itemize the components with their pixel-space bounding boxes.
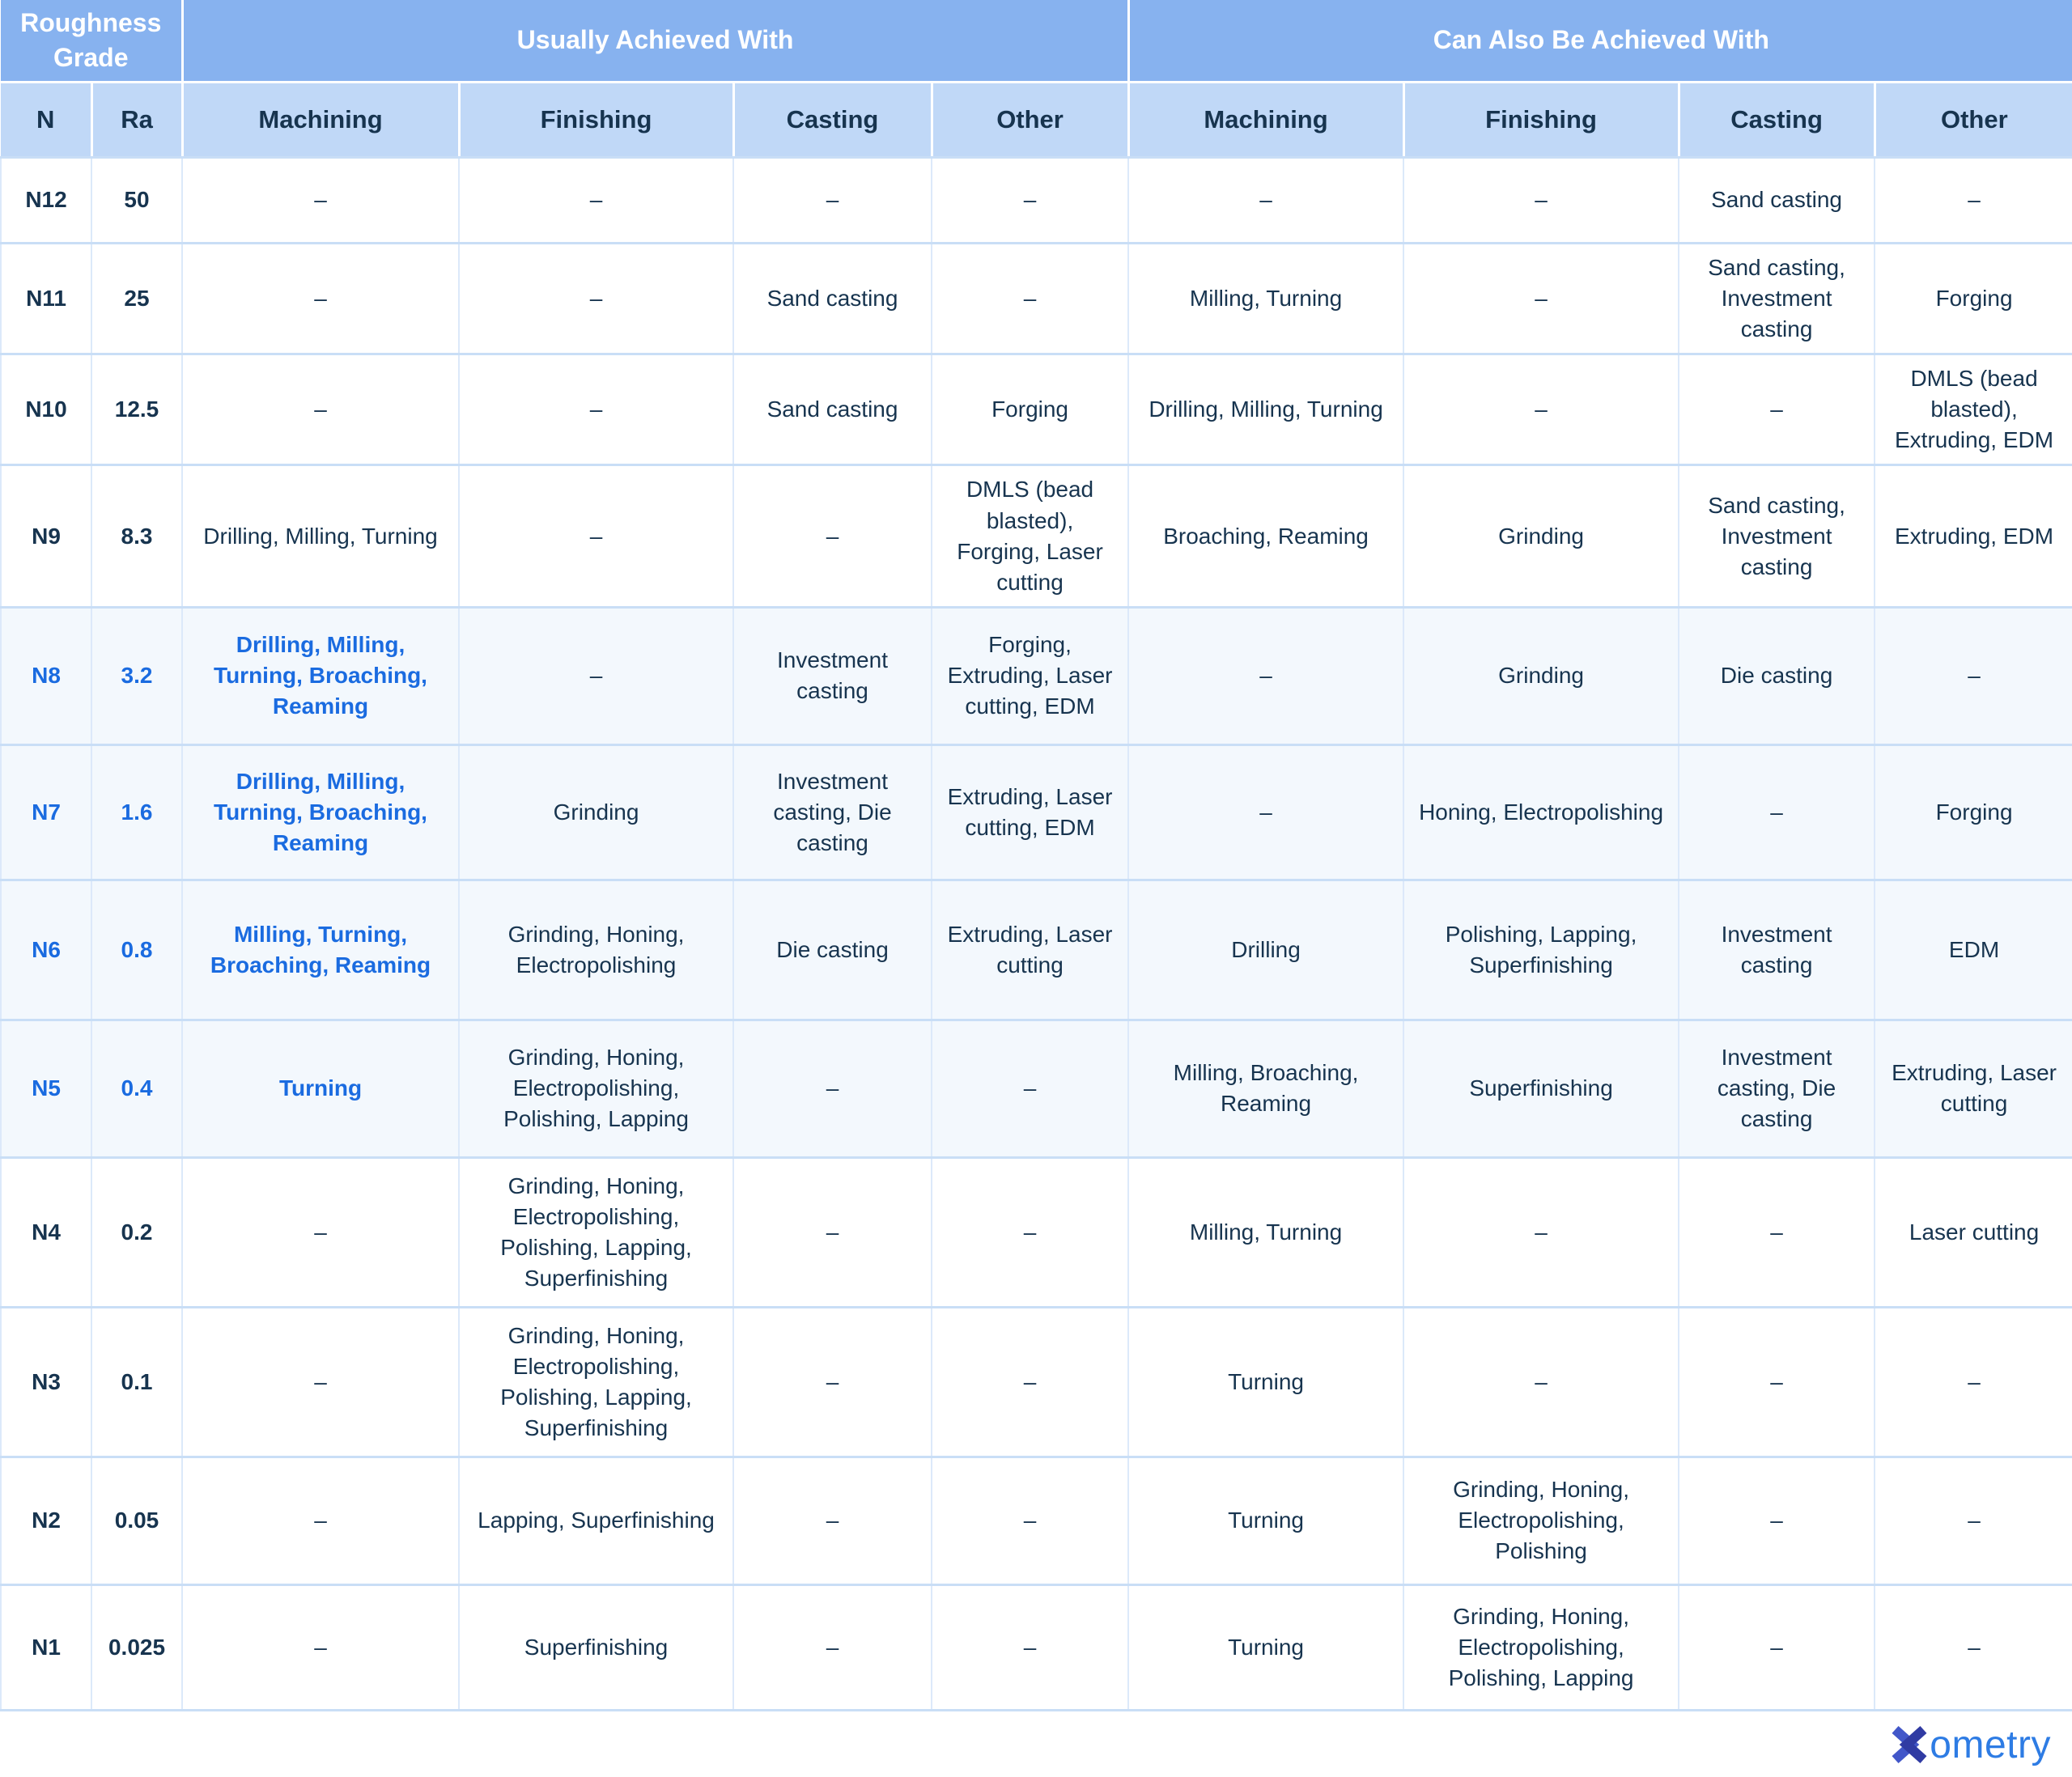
column-header-usually-achieved: Usually Achieved With — [182, 0, 1128, 83]
xometry-logo-text: ometry — [1930, 1723, 2051, 1766]
table-cell: – — [459, 158, 733, 244]
table-cell: DMLS (bead blasted), Forging, Laser cutting — [932, 465, 1128, 607]
table-cell: – — [182, 1307, 459, 1457]
table-cell: – — [182, 158, 459, 244]
table-row — [1, 1157, 2072, 1307]
table-header — [1, 0, 2072, 158]
table-cell: EDM — [1875, 880, 2072, 1020]
table-cell: Grinding — [1403, 607, 1679, 744]
column-header-casting-2: Casting — [1679, 83, 1875, 158]
table-cell: N9 — [1, 465, 91, 607]
table-cell: Turning — [1128, 1307, 1403, 1457]
table-cell: 3.2 — [91, 607, 182, 744]
group-header-row — [1, 0, 2072, 83]
table-body — [1, 158, 2072, 1711]
table-cell: – — [182, 1584, 459, 1710]
footer — [0, 1711, 2072, 1777]
table-cell: – — [1403, 1157, 1679, 1307]
table-cell: – — [1875, 1307, 2072, 1457]
table-cell: Drilling, Milling, Turning — [1128, 354, 1403, 465]
table-cell: – — [1679, 1457, 1875, 1584]
table-cell: Extruding, Laser cutting — [1875, 1020, 2072, 1157]
table-cell: Drilling — [1128, 880, 1403, 1020]
table-cell: – — [1679, 1584, 1875, 1710]
table-cell: – — [733, 158, 932, 244]
table-cell: 12.5 — [91, 354, 182, 465]
table-cell: Milling, Broaching, Reaming — [1128, 1020, 1403, 1157]
table-cell: Forging — [932, 354, 1128, 465]
table-cell: – — [733, 1020, 932, 1157]
table-cell: – — [1403, 158, 1679, 244]
table-cell: – — [182, 244, 459, 354]
table-cell: – — [182, 1157, 459, 1307]
table-row — [1, 1584, 2072, 1710]
table-row — [1, 607, 2072, 744]
table-cell: – — [1128, 158, 1403, 244]
table-row — [1, 880, 2072, 1020]
table-cell: Extruding, Laser cutting, EDM — [932, 744, 1128, 880]
table-cell: Lapping, Superfinishing — [459, 1457, 733, 1584]
table-cell: N3 — [1, 1307, 91, 1457]
table-cell: Broaching, Reaming — [1128, 465, 1403, 607]
table-cell: Grinding, Honing, Electropolishing, Polishing, Lapping — [459, 1020, 733, 1157]
table-cell: N8 — [1, 607, 91, 744]
table-cell: – — [1875, 607, 2072, 744]
table-cell: – — [1128, 607, 1403, 744]
table-cell: Drilling, Milling, Turning — [182, 465, 459, 607]
table-cell: Drilling, Milling, Turning, Broaching, Reaming — [182, 744, 459, 880]
table-cell: DMLS (bead blasted), Extruding, EDM — [1875, 354, 2072, 465]
table-cell: Grinding — [1403, 465, 1679, 607]
table-cell: – — [182, 354, 459, 465]
table-cell: Extruding, Laser cutting — [932, 880, 1128, 1020]
table-cell: 8.3 — [91, 465, 182, 607]
table-cell: Grinding — [459, 744, 733, 880]
table-cell: 0.2 — [91, 1157, 182, 1307]
xometry-x-icon — [1891, 1725, 1928, 1764]
table-row — [1, 244, 2072, 354]
table-cell: Milling, Turning — [1128, 1157, 1403, 1307]
table-cell: – — [932, 1307, 1128, 1457]
table-cell: – — [1128, 744, 1403, 880]
table-cell: 50 — [91, 158, 182, 244]
table-cell: Grinding, Honing, Electropolishing, Polishing, Lapping — [1403, 1584, 1679, 1710]
table-cell: Milling, Turning — [1128, 244, 1403, 354]
column-header-finishing-2: Finishing — [1403, 83, 1679, 158]
column-header-can-also-achieved: Can Also Be Achieved With — [1128, 0, 2072, 83]
table-cell: Polishing, Lapping, Superfinishing — [1403, 880, 1679, 1020]
table-cell: Sand casting — [733, 354, 932, 465]
table-cell: Grinding, Honing, Electropolishing, Polishing, Lapping, Superfinishing — [459, 1307, 733, 1457]
table-cell: Extruding, EDM — [1875, 465, 2072, 607]
table-cell: Superfinishing — [1403, 1020, 1679, 1157]
table-cell: N7 — [1, 744, 91, 880]
table-cell: – — [733, 1457, 932, 1584]
table-cell: Die casting — [1679, 607, 1875, 744]
table-cell: Laser cutting — [1875, 1157, 2072, 1307]
table-cell: Turning — [182, 1020, 459, 1157]
table-cell: – — [932, 1157, 1128, 1307]
table-cell: Grinding, Honing, Electropolishing, Polishing, Lapping, Superfinishing — [459, 1157, 733, 1307]
table-cell: Superfinishing — [459, 1584, 733, 1710]
table-cell: – — [733, 1307, 932, 1457]
table-cell: Honing, Electropolishing — [1403, 744, 1679, 880]
column-header-other-1: Other — [932, 83, 1128, 158]
table-cell: Turning — [1128, 1457, 1403, 1584]
table-cell: – — [733, 1157, 932, 1307]
table-cell: 0.8 — [91, 880, 182, 1020]
column-header-machining-1: Machining — [182, 83, 459, 158]
table-cell: Die casting — [733, 880, 932, 1020]
table-cell: – — [1403, 1307, 1679, 1457]
table-row — [1, 465, 2072, 607]
table-cell: – — [733, 465, 932, 607]
table-cell: Turning — [1128, 1584, 1403, 1710]
table-cell: Grinding, Honing, Electropolishing, Polishing — [1403, 1457, 1679, 1584]
table-row — [1, 744, 2072, 880]
table-cell: 0.025 — [91, 1584, 182, 1710]
table-cell: – — [182, 1457, 459, 1584]
table-cell: – — [459, 244, 733, 354]
column-header-machining-2: Machining — [1128, 83, 1403, 158]
table-cell: Grinding, Honing, Electropolishing — [459, 880, 733, 1020]
table-cell: – — [1875, 1457, 2072, 1584]
table-cell: Sand casting — [1679, 158, 1875, 244]
table-cell: Sand casting, Investment casting — [1679, 244, 1875, 354]
table-cell: – — [932, 1457, 1128, 1584]
table-cell: – — [1679, 1307, 1875, 1457]
table-row — [1, 1307, 2072, 1457]
sub-header-row — [1, 83, 2072, 158]
table-cell: – — [932, 1020, 1128, 1157]
table-cell: Milling, Turning, Broaching, Reaming — [182, 880, 459, 1020]
table-row — [1, 1020, 2072, 1157]
table-cell: – — [1679, 744, 1875, 880]
table-cell: – — [459, 465, 733, 607]
table-cell: – — [1403, 354, 1679, 465]
table-cell: – — [1875, 158, 2072, 244]
table-cell: Drilling, Milling, Turning, Broaching, Reaming — [182, 607, 459, 744]
table-cell: Investment casting — [1679, 880, 1875, 1020]
column-header-ra: Ra — [91, 83, 182, 158]
column-header-n: N — [1, 83, 91, 158]
table-cell: 0.1 — [91, 1307, 182, 1457]
column-header-finishing-1: Finishing — [459, 83, 733, 158]
table-cell: Forging — [1875, 744, 2072, 880]
column-header-other-2: Other — [1875, 83, 2072, 158]
table-cell: Forging — [1875, 244, 2072, 354]
table-row — [1, 158, 2072, 244]
table-cell: Sand casting, Investment casting — [1679, 465, 1875, 607]
table-cell: Sand casting — [733, 244, 932, 354]
table-cell: – — [1403, 244, 1679, 354]
table-cell: N1 — [1, 1584, 91, 1710]
table-cell: N11 — [1, 244, 91, 354]
table-cell: – — [1679, 354, 1875, 465]
table-cell: N5 — [1, 1020, 91, 1157]
table-cell: – — [733, 1584, 932, 1710]
table-cell: – — [932, 1584, 1128, 1710]
table-row — [1, 1457, 2072, 1584]
table-cell: – — [1875, 1584, 2072, 1710]
table-cell: – — [1679, 1157, 1875, 1307]
table-cell: N10 — [1, 354, 91, 465]
table-cell: N12 — [1, 158, 91, 244]
column-header-casting-1: Casting — [733, 83, 932, 158]
table-cell: 25 — [91, 244, 182, 354]
table-cell: N2 — [1, 1457, 91, 1584]
table-cell: Investment casting, Die casting — [733, 744, 932, 880]
table-cell: N6 — [1, 880, 91, 1020]
table-cell: – — [932, 158, 1128, 244]
table-cell: 0.4 — [91, 1020, 182, 1157]
table-cell: – — [459, 607, 733, 744]
table-cell: Forging, Extruding, Laser cutting, EDM — [932, 607, 1128, 744]
table-cell: Investment casting, Die casting — [1679, 1020, 1875, 1157]
table-cell: – — [932, 244, 1128, 354]
table-row — [1, 354, 2072, 465]
table-cell: – — [459, 354, 733, 465]
table-cell: 1.6 — [91, 744, 182, 880]
table-cell: N4 — [1, 1157, 91, 1307]
table-cell: 0.05 — [91, 1457, 182, 1584]
column-header-roughness-grade: Roughness Grade — [1, 0, 182, 83]
xometry-logo — [1891, 1723, 2051, 1767]
table-cell: Investment casting — [733, 607, 932, 744]
